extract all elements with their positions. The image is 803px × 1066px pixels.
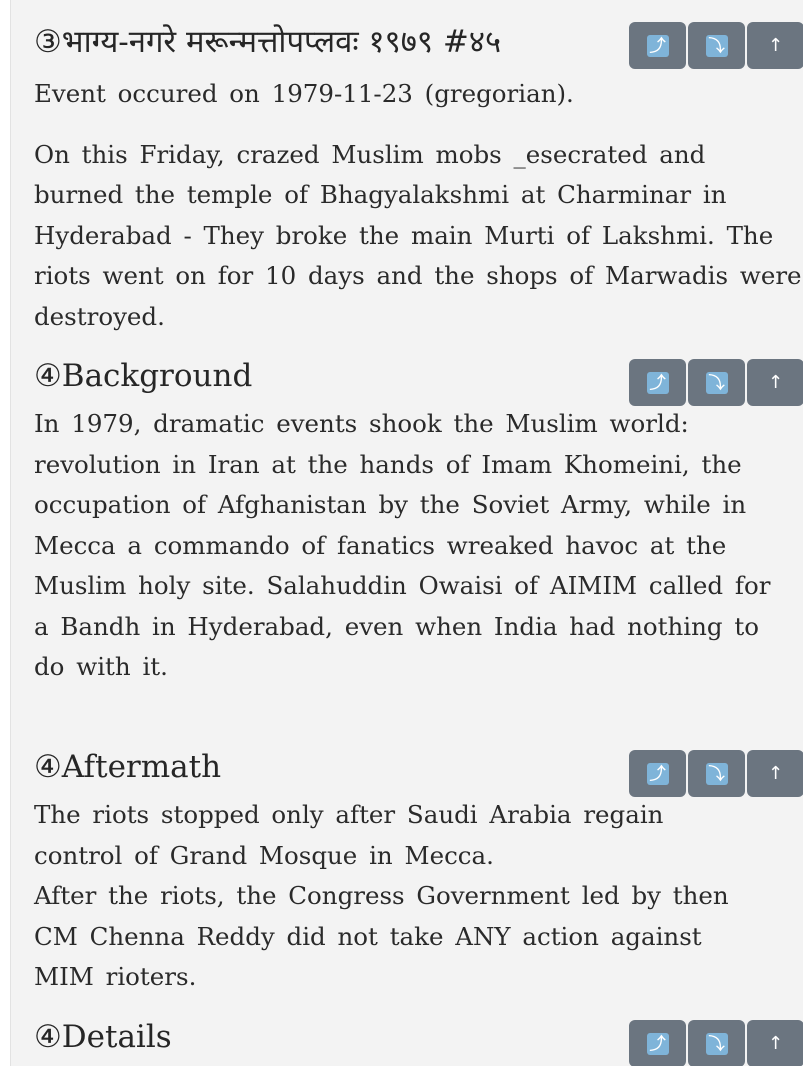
section-nav-buttons	[629, 750, 803, 797]
paragraph: After the riots, the Congress Government led by then CM Chenna Reddy did not take ANY action against MIM rioters.	[34, 881, 729, 991]
section-nav-buttons	[629, 1020, 803, 1066]
section-nav-buttons	[629, 359, 803, 406]
section-title: ④Aftermath	[34, 749, 222, 785]
prev-section-button[interactable]	[629, 22, 686, 69]
section-header	[34, 18, 803, 80]
prev-section-button[interactable]	[629, 1020, 686, 1066]
up-arrow-icon: ⤴	[647, 35, 669, 57]
section-nav-buttons	[629, 22, 803, 69]
paragraph: Event occured on 1979-11-23 (gregorian).	[34, 79, 574, 108]
up-icon: ↑	[767, 1033, 784, 1054]
up-arrow-icon: ⤴	[647, 1033, 669, 1055]
section-title: ④Background	[34, 358, 253, 394]
back-to-top-button[interactable]	[747, 359, 803, 406]
next-section-button[interactable]	[688, 1020, 745, 1066]
paragraph: The riots stopped only after Saudi Arabia regain control of Grand Mosque in Mecca.	[34, 800, 664, 870]
back-to-top-button[interactable]	[747, 750, 803, 797]
section-header	[34, 1017, 803, 1065]
down-arrow-icon: ⤵	[706, 35, 728, 57]
section-event	[34, 18, 803, 337]
article-page	[10, 0, 803, 1066]
down-arrow-icon: ⤵	[706, 763, 728, 785]
back-to-top-button[interactable]	[747, 22, 803, 69]
prev-section-button[interactable]	[629, 359, 686, 406]
section-header	[34, 356, 803, 404]
up-icon: ↑	[767, 763, 784, 784]
next-section-button[interactable]	[688, 750, 745, 797]
up-arrow-icon: ⤴	[647, 372, 669, 394]
down-arrow-icon: ⤵	[706, 1033, 728, 1055]
section-title: ③भाग्य-नगरे मरून्मत्तोपप्लवः १९७९ #४५	[34, 24, 502, 60]
section-aftermath	[34, 747, 803, 998]
back-to-top-button[interactable]	[747, 1020, 803, 1066]
section-header	[34, 747, 803, 795]
up-icon: ↑	[767, 35, 784, 56]
prev-section-button[interactable]	[629, 750, 686, 797]
section-title: ④Details	[34, 1019, 172, 1055]
next-section-button[interactable]	[688, 359, 745, 406]
down-arrow-icon: ⤵	[706, 372, 728, 394]
section-details	[34, 1017, 803, 1065]
section-background	[34, 356, 803, 688]
up-arrow-icon: ⤴	[647, 763, 669, 785]
paragraph: On this Friday, crazed Muslim mobs _esecrated and burned the temple of Bhagyalakshmi at Charminar in Hyderabad - They broke the main Murti of Lakshmi. The riots went on for 10 days and the shops of Marwadis were destroyed.	[34, 139, 802, 331]
paragraph: In 1979, dramatic events shook the Muslim world: revolution in Iran at the hands of Imam Khomeini, the occupation of Afghanistan by the Soviet Army, while in Mecca a commando of fanatics wreaked havoc at the Muslim holy site. Salahuddin Owaisi of AIMIM called for a Bandh in Hyderabad, even when India had nothing to do with it.	[34, 409, 771, 681]
up-icon: ↑	[767, 372, 784, 393]
next-section-button[interactable]	[688, 22, 745, 69]
